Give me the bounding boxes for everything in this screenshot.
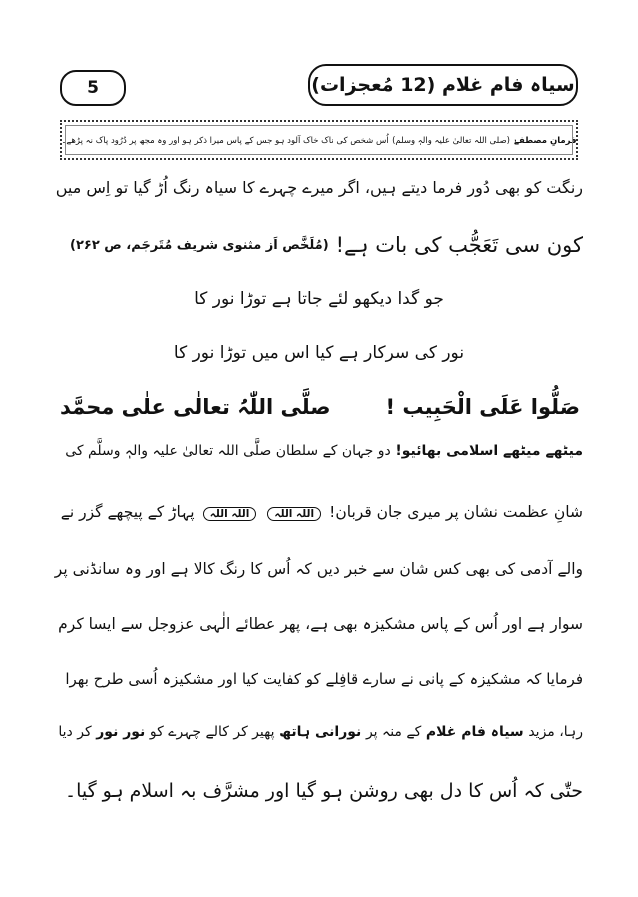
body-line-6-d: کر دیا	[58, 724, 92, 740]
body-line-1-bold: میٹھے میٹھے اسلامی بھائیو!	[395, 443, 583, 459]
body-line-6-bold-1: سیاہ فام غلام	[425, 724, 524, 740]
poem-line-1: جو گدا دیکھو لئے جاتا ہے توڑا نور کا	[194, 289, 444, 309]
allah-calligraphy-1: اللہ اللہ	[267, 507, 321, 521]
body-line-1-rest: دو جہان کے سلطان صلَّی اللہ تعالیٰ علیہ والہٖ وسلَّم کی	[65, 443, 391, 459]
durood-part-1: صَلُّوا عَلَی الْحَبِیب !	[385, 395, 580, 419]
reference: (مُلَخَّص اَز مثنوی شریف مُتَرجَم، ص ۲۶۲)	[70, 237, 329, 253]
intro-line-1-block	[55, 178, 583, 197]
poem-line-2: نور کی سرکار ہے کیا اس میں توڑا نور کا	[173, 343, 465, 363]
body-line-6	[55, 724, 583, 740]
body-line-6-bold-3: نور نور	[96, 724, 146, 740]
body-line-6-b: کے منہ پر	[365, 724, 422, 740]
hadith-title: فرمانِ مصطفےٰ	[513, 135, 577, 146]
page-title	[308, 64, 578, 106]
body-line-2-b: پہاڑ کے پیچھے گزر نے	[60, 503, 195, 521]
body-line-1	[55, 443, 583, 459]
body-line-5-text: فرمایا کہ مشکیزہ کے پانی نے سارے قافِلے کو کفایت کیا اور مشکیزہ اُسی طرح بھرا	[65, 670, 583, 688]
hadith-salawat: (صلی اللہ تعالیٰ علیہ والہٖ وسلم)	[392, 135, 510, 146]
page-number: 5	[60, 70, 126, 106]
body-line-2-a: شانِ عظمت نشان پر میری جان قربان!	[329, 503, 583, 521]
body-line-7	[55, 780, 583, 802]
body-line-5	[55, 670, 583, 688]
hadith-box	[60, 120, 578, 160]
body-line-3-text: والے آدمی کی بھی کس شان سے خبر دیں کہ اُس کا رنگ کالا ہے اور وہ سانڈنی پر	[54, 560, 583, 578]
intro-line-2: کون سی تَعَجُّب کی بات ہے!	[335, 233, 583, 257]
body-line-2	[55, 502, 583, 521]
durood-row	[60, 395, 580, 419]
hadith-text: اُس شخص کی ناک خاک آلود ہو جس کے پاس میرا ذکر ہو اور وہ مجھ پر دُرُود پاک نہ پڑھے۔	[61, 135, 389, 146]
body-line-4-text: سوار ہے اور اُس کے پاس مشکیزہ بھی ہے، پھر عطائے الٰہی عزوجل سے ایسا کرم	[58, 615, 583, 633]
body-line-6-bold-2: نورانی ہاتھ	[279, 724, 362, 740]
body-line-6-a: رہا، مزید	[528, 724, 583, 740]
intro-line-1: رنگت کو بھی دُور فرما دیتے ہیں، اگر میرے چہرے کا سیاہ رنگ اُڑ گیا تو اِس میں	[55, 178, 583, 197]
intro-line-2-row	[70, 233, 583, 257]
body-line-6-c: پھیر کر کالے چہرے کو	[149, 724, 275, 740]
durood-part-2: صلَّی اللّٰہُ تعالٰی علٰی محمَّد	[60, 395, 331, 419]
body-line-7-text: حتّٰی کہ اُس کا دل بھی روشن ہو گیا اور مشرَّف بہ اسلام ہو گیا۔	[64, 780, 583, 802]
allah-calligraphy-2: اللہ اللہ	[203, 507, 257, 521]
body-line-4	[55, 615, 583, 633]
body-line-3	[55, 560, 583, 578]
page-title-text: سیاہ فام غلام (12 مُعجزات)	[311, 74, 575, 96]
